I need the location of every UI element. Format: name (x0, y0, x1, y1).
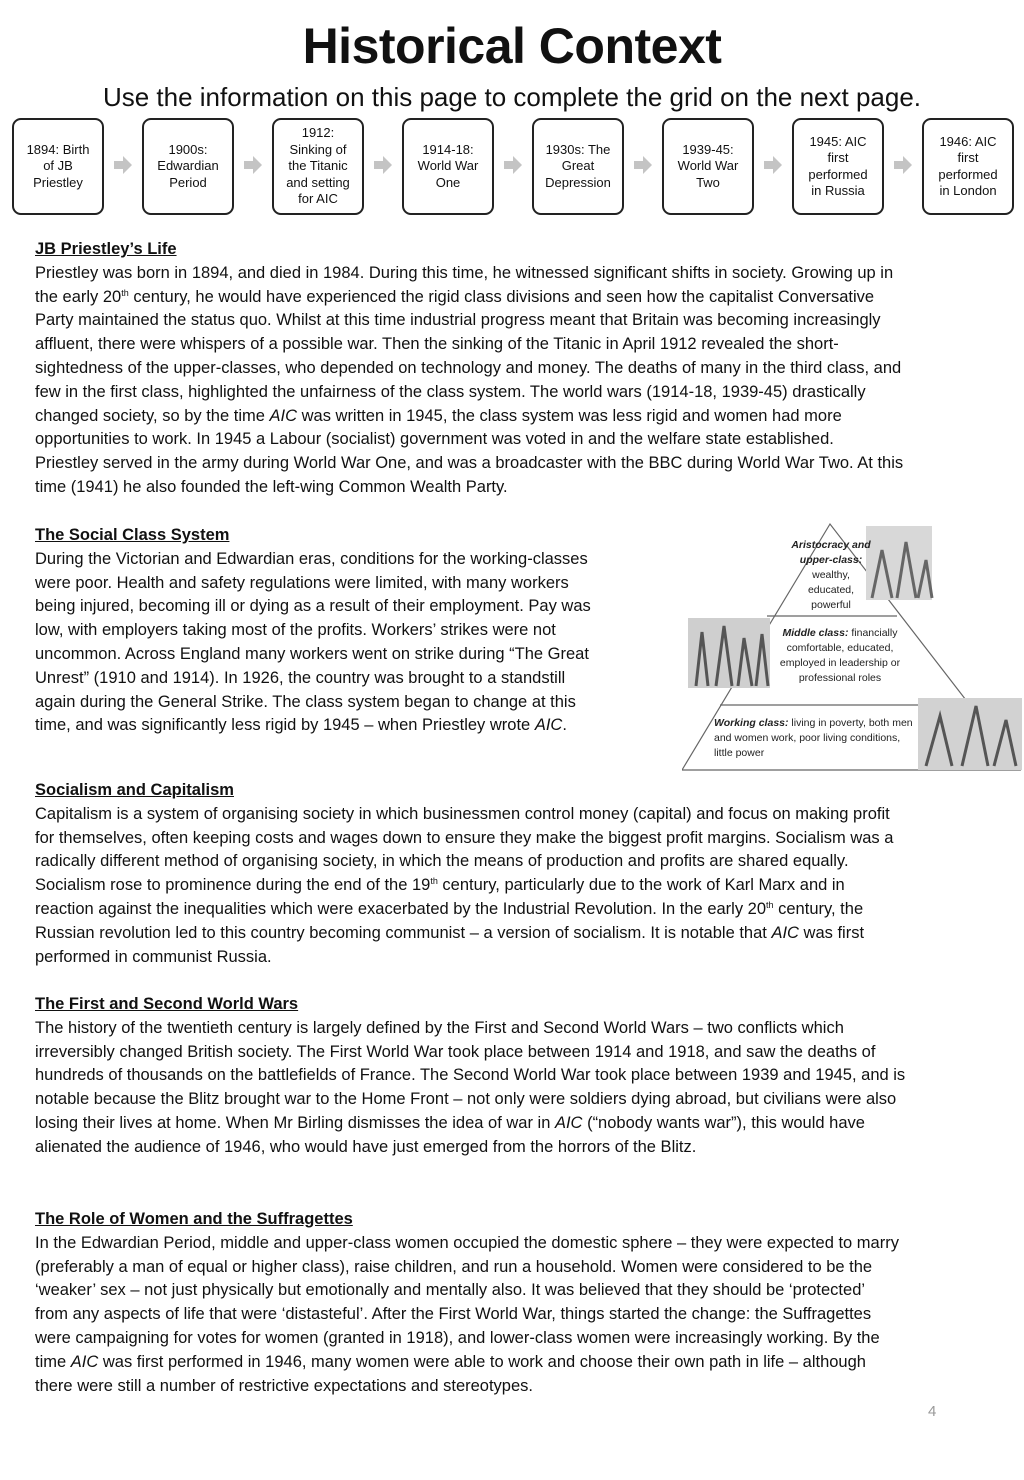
pyramid-middle-label: Middle class: financially comfortable, educated, employed in leadership or professional roles (779, 627, 901, 684)
section-world-wars (35, 993, 990, 1160)
section-heading: Socialism and Capitalism (35, 781, 234, 799)
paragraph: The history of the twentieth century is largely defined by the First and Second World Wars – two conflicts which irreversibly changed British society. The First World War took place between 1914 and 1918, and saw the deaths of hundreds of thousands on the battlefields of France. The Second World War took place between 1939 and 1945, and is notable because the Blitz brought war to the Home Front – not only were soldiers dying abroad, but civilians were also losing their lives at home. When Mr Birling dismisses the idea of war in AIC (“nobody wants war”), this would have alienated the audience of 1946, who would have just emerged from the horrors of the Blitz. (35, 1018, 906, 1156)
arrow-right-icon (763, 155, 783, 175)
arrow-right-icon (373, 155, 393, 175)
timeline-box-1914: 1914-18: World War One (402, 118, 494, 215)
section-heading: The Social Class System (35, 526, 230, 544)
paragraph: Priestley was born in 1894, and died in 1984. During this time, he witnessed significant shifts in society. Growing up in the early 20th century, he would have experienced the rigid class divisions and seen how the capitalist Conversative Party maintained the status quo. Whilst at this time industrial progress meant that Britain was becoming increasingly affluent, there were whispers of a possible war. Then the sinking of the Titanic in April 1912 revealed the short- sightedness of the upper-classes, who depended on technology and money. The deaths of many in the third class, and few in the first class, highlighted the unfairness of the class system. The world wars (1914-18, 1939-45) drastically changed society, so by the time AIC was written in 1945, the class system was less rigid and women had more opportunities to work. In 1945 a Labour (socialist) government was voted in and the welfare state established. Priestley served in the army during World War One, and was a broadcaster with the BBC during World War Two. At this time (1941) he also founded the left-wing Common Wealth Party. (35, 263, 904, 496)
timeline-box-1930s: 1930s: The Great Depression (532, 118, 624, 215)
timeline-box-1939: 1939-45: World War Two (662, 118, 754, 215)
timeline-box-1945: 1945: AIC first performed in Russia (792, 118, 884, 215)
section-social-class (35, 524, 675, 738)
paragraph: Capitalism is a system of organising society in which businessmen control money (capital) and focus on making profit for themselves, often keeping costs and wages down to ensure they make the biggest profit margins. Socialism was a radically different method of organising society, in which the means of production and profits are shared equally. Socialism rose to prominence during the end of the 19th century, particularly due to the work of Karl Marx and in reaction against the inequalities which were exacerbated by the Industrial Revolution. In the early 20th century, the Russian revolution led to this country becoming communist – a version of socialism. It is notable that AIC was first performed in communist Russia. (35, 804, 894, 966)
class-pyramid-figure (682, 520, 1022, 775)
section-priestley-life (35, 238, 990, 500)
timeline-box-1900s: 1900s: Edwardian Period (142, 118, 234, 215)
arrow-right-icon (893, 155, 913, 175)
timeline (0, 0, 1024, 230)
section-socialism (35, 779, 990, 969)
section-heading: The Role of Women and the Suffragettes (35, 1210, 353, 1228)
timeline-box-1946: 1946: AIC first performed in London (922, 118, 1014, 215)
arrow-right-icon (243, 155, 263, 175)
page-title: Historical Context (302, 18, 722, 74)
paragraph: In the Edwardian Period, middle and upper-class women occupied the domestic sphere – they were expected to marry (preferably a man of equal or higher class), raise children, and run a household. Women were considered to be the ‘weaker’ sex – not just physically but emotionally and mentally also. It was believed that they should be ‘protected’ from any aspects of life that were ‘distasteful’. After the First World War, things started the change: the Suffragettes were campaigning for votes for women (granted in 1918), and lower-class women were increasingly working. By the time AIC was first performed in 1946, many women were able to work and choose their own path in life – although there were still a number of restrictive expectations and stereotypes. (35, 1233, 899, 1395)
timeline-box-1894: 1894: Birth of JB Priestley (12, 118, 104, 215)
timeline-box-1912: 1912: Sinking of the Titanic and setting for AIC (272, 118, 364, 215)
pyramid-upper-label: Aristocracy and upper-class: wealthy, educated, powerful (791, 539, 871, 611)
page-number: 4 (928, 1403, 937, 1420)
arrow-right-icon (633, 155, 653, 175)
section-heading: JB Priestley’s Life (35, 240, 177, 258)
paragraph: During the Victorian and Edwardian eras, conditions for the working-classes were poor. Health and safety regulations were limited, with many workers being injured, becoming ill or dying as a result of their employment. Pay was low, with employers taking most of the profits. Workers’ strikes were not uncommon. Across England many workers went on strike during “The Great Unrest” (1910 and 1914). In 1926, the country was brought to a standstill again during the General Strike. The class system began to change at this time, and was significantly less rigid by 1945 – when Priestley wrote AIC. (35, 549, 591, 735)
arrow-right-icon (113, 155, 133, 175)
arrow-right-icon (503, 155, 523, 175)
pyramid-working-label: Working class: living in poverty, both men and women work, poor living conditions, little power (714, 717, 913, 759)
section-heading: The First and Second World Wars (35, 995, 299, 1013)
page-subtitle: Use the information on this page to complete the grid on the next page. (102, 82, 922, 112)
section-women (35, 1208, 990, 1398)
